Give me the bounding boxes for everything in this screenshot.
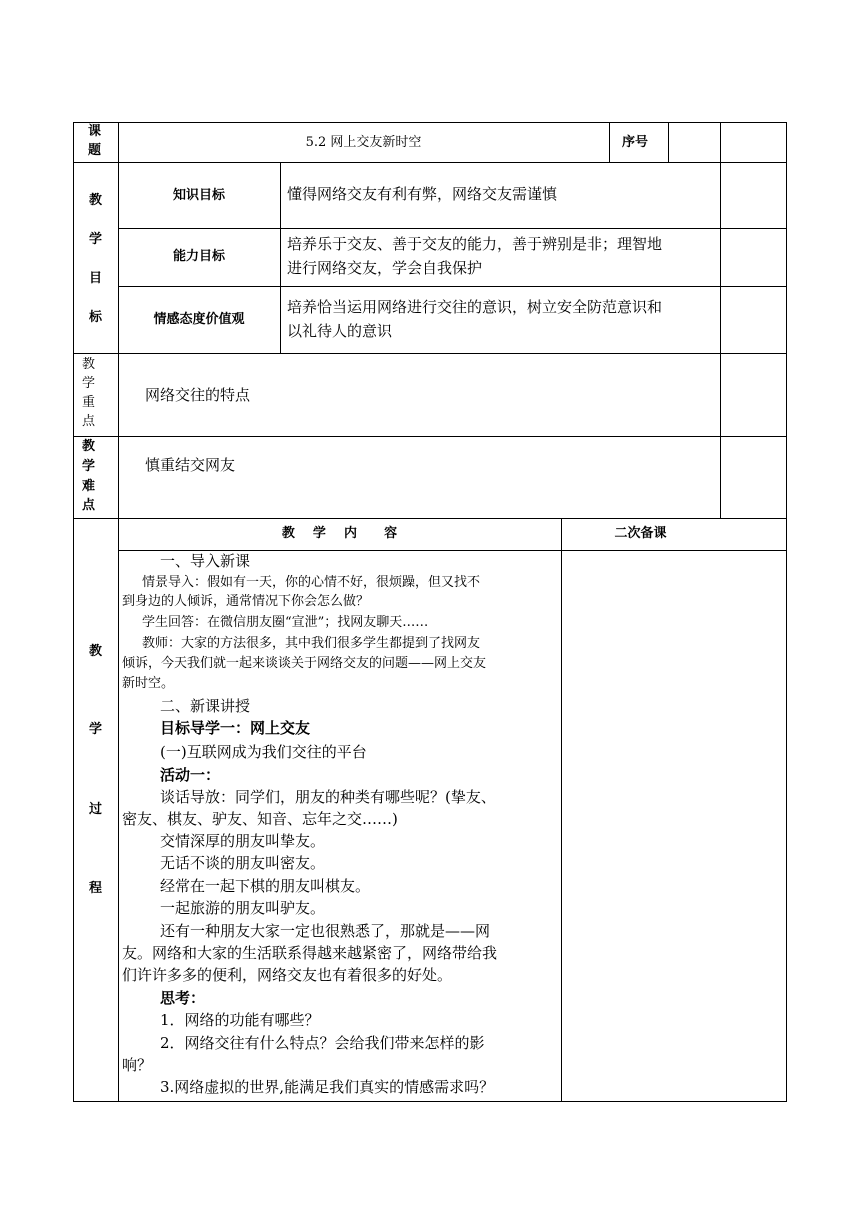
think-heading: 思考： xyxy=(160,989,206,1007)
activity-heading: 活动一： xyxy=(160,766,221,784)
intro-heading: 一、导入新课 xyxy=(160,552,251,570)
objective-text-emotion-1: 培养恰当运用网络进行交往的意识，树立安全防范意识和 xyxy=(287,298,663,316)
objective-label-emotion: 情感态度价值观 xyxy=(153,312,245,327)
objective-text-emotion-2: 以礼待人的意识 xyxy=(287,322,393,340)
lesson-plan-page: 课 题 5.2 网上交友新时空 序号 教 学 目 标 知识目标 懂得网络交友有利有弊，网络交友需谨慎 能力目标 培养乐于交友、善于交友的能力，善于辨别是非；理智地 进行网络交友，学会自我保护 情感态度价值观 培养恰当运用网络进行交往的意识，树立安全防范意识和 以礼待人的意识 教 学 重 点 网络交往的特点 教 学 难 点 慎重结交网友 教 学 过 程 教 学 内 容 二次备课 一、导入新课 情景导入：假如有一天，你的心情不好，很烦躁，但又找不 到身边的人倾诉，通常情况下你会怎么做？ 学生回答：在微信朋友圈“宣泄”；找网友聊天…… 教师：大家的方法很多，其中我们很多学生都提到了找网友 倾诉，今天我们就一起来谈谈关于网络交友的问题——网上交友 新时空。 二、新课讲授 目标导学一：网上交友 (一)互联网成为我们交往的平台 活动一： 谈话导放：同学们，朋友的种类有哪些呢？(挚友、 密友、棋友、驴友、知音、忘年之交……) 交情深厚的朋友叫挚友。 无话不谈的朋友叫密友。 经常在一起下棋的朋友叫棋友。 一起旅游的朋友叫驴友。 还有一种朋友大家一定也很熟悉了，那就是——网 友。网络和大家的生活联系得越来越紧密了，网络带给我 们许许多多的便利，网络交友也有着很多的好处。 思考： 1．网络的功能有哪些？ 2．网络交往有什么特点？会给我们带来怎样的影 响？ 3.网络虚拟的世界,能满足我们真实的情感需求吗？ xyxy=(0,0,860,1218)
objective-text-knowledge: 懂得网络交友有利有弊，网络交友需谨慎 xyxy=(287,185,558,203)
lesson-title: 5.2 网上交友新时空 xyxy=(305,135,422,150)
new-lesson-heading: 二、新课讲授 xyxy=(160,697,251,715)
difficulty-text: 慎重结交网友 xyxy=(145,456,236,474)
objective-text-ability-1: 培养乐于交友、善于交友的能力，善于辨别是非；理智地 xyxy=(287,235,663,253)
objective-label-ability: 能力目标 xyxy=(172,249,225,264)
second-prep-column-header: 二次备课 xyxy=(614,526,667,541)
objective-text-ability-2: 进行网络交友，学会自我保护 xyxy=(287,259,483,277)
content-column-header: 教 学 内 容 xyxy=(281,526,398,541)
sub-heading: (一)互联网成为我们交往的平台 xyxy=(160,743,367,761)
goal-heading: 目标导学一：网上交友 xyxy=(160,719,311,737)
key-point-text: 网络交往的特点 xyxy=(145,386,251,404)
xu-hao-label: 序号 xyxy=(622,135,649,150)
objective-label-knowledge: 知识目标 xyxy=(172,188,225,203)
